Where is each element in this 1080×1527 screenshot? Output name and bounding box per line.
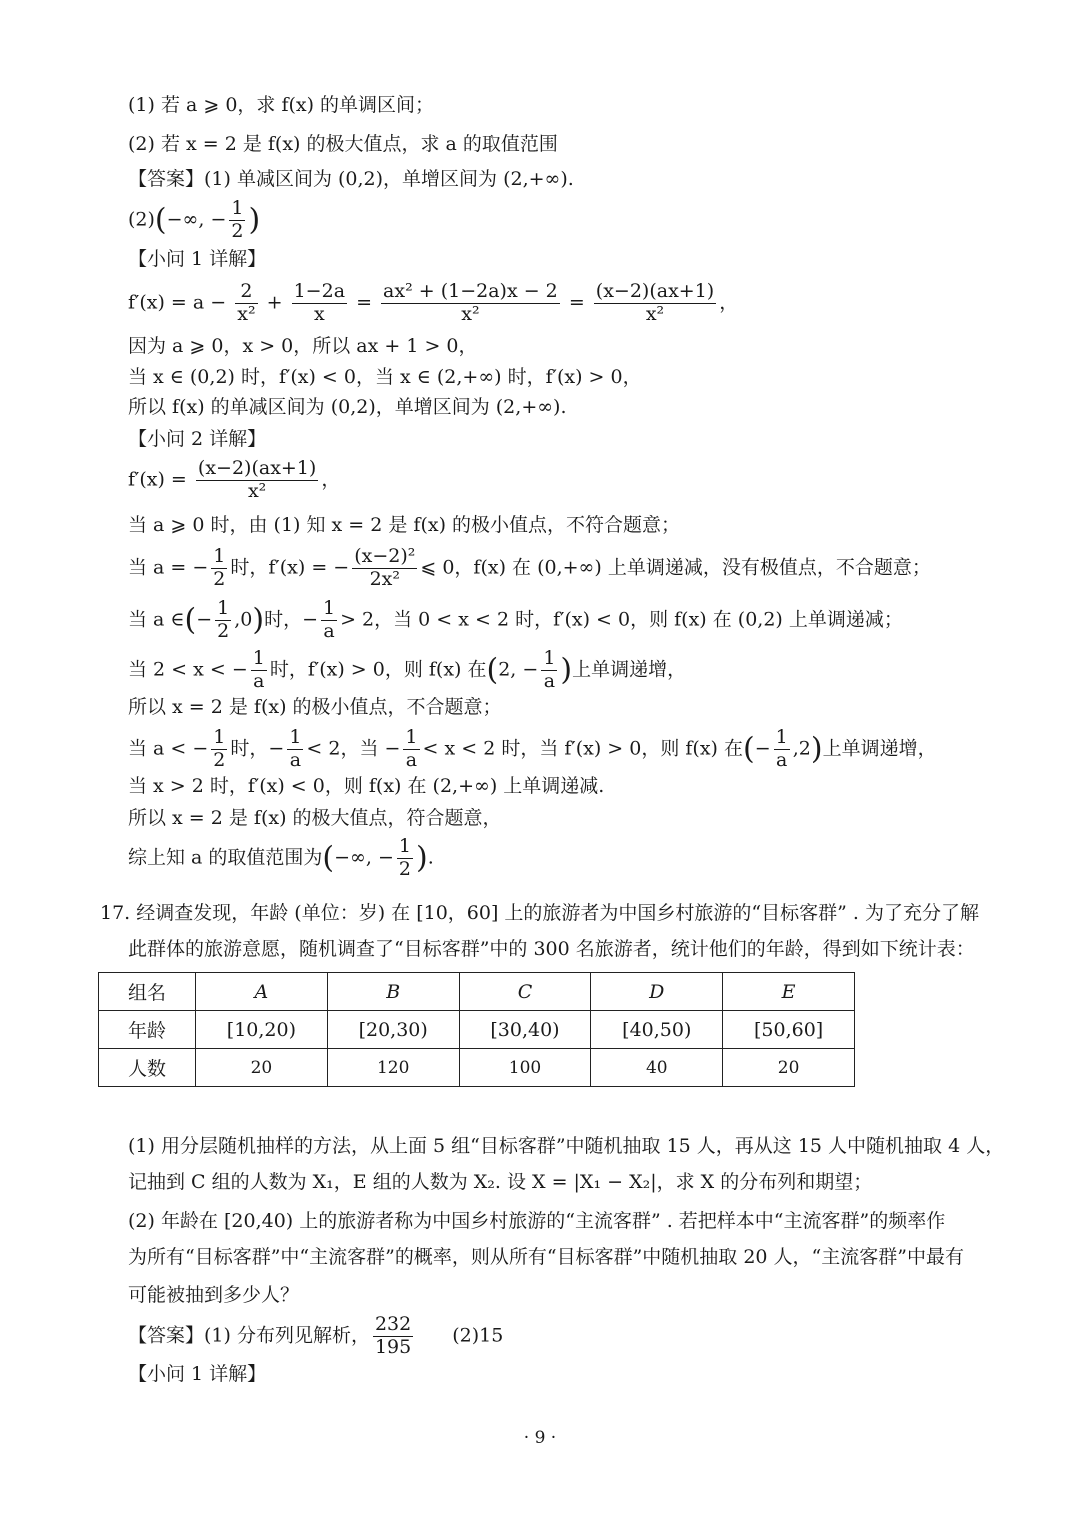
answer-line-1: 【答案】(1) 单减区间为 (0,2)，单增区间为 (2,+∞). <box>128 168 574 190</box>
solution-line: 当 a ∈(− $\frac{1}{2}$ ,0)时，− $\frac{1}{a}$ > 2，当 0 < x < 2 时，f′(x) < 0，则 f(x) 在 (0,2) 上单调递减； <box>128 597 903 642</box>
conclusion-line: 综上知 a 的取值范围为(−∞, − $\frac{1}{2}$ ). <box>128 835 434 880</box>
table-cell: 人数 <box>99 1049 196 1087</box>
solution-line: 当 a = − $\frac{1}{2}$ 时，f′(x) = − $\frac{\text{(x−2)²}}{\text{2x²}}$ ⩽ 0，f(x) 在 (0,+∞) 上单调递减，没有极值点，不合题意； <box>128 545 931 590</box>
table-cell: [30,40) <box>459 1011 591 1049</box>
fraction: $\frac{1}{2}$ <box>213 726 226 771</box>
fraction: $\frac{2}{\text{x²}}$ <box>237 280 256 325</box>
question-17-part-1-line-1: (1) 用分层随机抽样的方法，从上面 5 组“目标客群”中随机抽取 15 人，再从这 15 人中随机抽取 4 人， <box>128 1135 1005 1157</box>
question-17-part-2-line-2: 为所有“目标客群”中“主流客群”的概率，则从所有“目标客群”中随机抽取 20 人，“主流客群”中最有 <box>128 1246 964 1268</box>
derivative-formula-2: f′(x) = $\frac{(x-2)(ax+1)}{\text{x²}}$ ， <box>128 457 341 502</box>
subquestion-heading: 【小问 1 详解】 <box>128 1363 267 1385</box>
statistics-table <box>98 972 855 1087</box>
question-17-line-2: 此群体的旅游意愿，随机调查了“目标客群”中的 300 名旅游者，统计他们的年龄，得到如下统计表： <box>128 938 975 960</box>
solution-line: 当 a ⩾ 0 时，由 (1) 知 x = 2 是 f(x) 的极小值点，不符合题意； <box>128 514 681 536</box>
fraction: $\frac{(x-2)(ax+1)}{\text{x²}}$ <box>595 280 715 325</box>
solution-line: 当 a < − $\frac{1}{2}$ 时，− $\frac{1}{a}$ < 2，当 − $\frac{1}{a}$ < x < 2 时，当 f′(x) > 0，则 f(x) 在(− $\frac{1}{a}$ ,2)上单调递增， <box>128 726 937 771</box>
fraction: $\frac{\text{(x−2)²}}{\text{2x²}}$ <box>354 545 416 590</box>
table-cell: 20 <box>723 1049 855 1087</box>
table-cell: 年龄 <box>99 1011 196 1049</box>
solution-line: 所以 x = 2 是 f(x) 的极小值点，不合题意； <box>128 696 502 718</box>
solution-line: 因为 a ⩾ 0，x > 0，所以 ax + 1 > 0， <box>128 335 478 357</box>
fraction: $\frac{1}{2}$ <box>217 597 230 642</box>
table-cell: 100 <box>459 1049 591 1087</box>
question-17-part-1-line-2: 记抽到 C 组的人数为 X₁，E 组的人数为 X₂. 设 X = |X₁ − X₂|，求 X 的分布列和期望； <box>128 1171 873 1193</box>
answer-17-line: 【答案】(1) 分布列见解析， $\frac{232}{195}$ (2)15 <box>128 1313 504 1358</box>
question-17-part-2-line-1: (2) 年龄在 [20,40) 上的旅游者称为中国乡村旅游的“主流客群” . 若把样本中“主流客群”的频率作 <box>128 1210 946 1232</box>
fraction: $\frac{1}{a}$ <box>405 726 418 771</box>
question-17-part-2-line-3: 可能被抽到多少人？ <box>128 1284 300 1306</box>
table-cell: B <box>327 973 459 1011</box>
table-row <box>99 1011 855 1049</box>
fraction: $\frac{1}{a}$ <box>323 597 336 642</box>
subquestion-2-heading: 【小问 2 详解】 <box>128 428 267 450</box>
solution-line: 所以 f(x) 的单减区间为 (0,2)，单增区间为 (2,+∞). <box>128 396 567 418</box>
table-cell: E <box>723 973 855 1011</box>
table-cell: [40,50) <box>591 1011 723 1049</box>
answer-line-2: (2)(−∞, − $\frac{1}{2}$ ) <box>128 197 261 242</box>
table-cell: 120 <box>327 1049 459 1087</box>
solution-line: 所以 x = 2 是 f(x) 的极大值点，符合题意， <box>128 807 502 829</box>
table-cell: 组名 <box>99 973 196 1011</box>
solution-line: 当 2 < x < − $\frac{1}{a}$ 时，f′(x) > 0，则 f(x) 在(2, − $\frac{1}{a}$ )上单调递增， <box>128 647 687 692</box>
fraction: $\frac{1}{a}$ <box>775 726 788 771</box>
table-header-row <box>99 973 855 1011</box>
fraction: $\frac{1}{a}$ <box>543 647 556 692</box>
table-cell: 40 <box>591 1049 723 1087</box>
table-cell: A <box>196 973 328 1011</box>
subquestion-1-heading: 【小问 1 详解】 <box>128 248 267 270</box>
table-cell: C <box>459 973 591 1011</box>
table-row <box>99 1049 855 1087</box>
table-cell: [20,30) <box>327 1011 459 1049</box>
question-part-2: (2) 若 x = 2 是 f(x) 的极大值点，求 a 的取值范围 <box>128 133 558 155</box>
fraction: $\frac{1}{a}$ <box>252 647 265 692</box>
table-cell: [50,60] <box>723 1011 855 1049</box>
table-cell: [10,20) <box>196 1011 328 1049</box>
fraction: $\frac{1}{a}$ <box>289 726 302 771</box>
fraction: $\frac{1}{2}$ <box>398 835 411 880</box>
fraction: $\frac{1-2a}{x}$ <box>293 280 346 325</box>
fraction: $\frac{\text{ax² + (1−2a)x − 2}}{\text{x²}}$ <box>383 280 558 325</box>
table-cell: 20 <box>196 1049 328 1087</box>
derivative-formula: f′(x) = a − $\frac{2}{\text{x²}}$ + $\frac{1-2a}{x}$ = $\frac{\text{ax² + (1−2a)x − 2}}{\text{x²}}$ = $\frac{(x-2)(ax+1)}{\text{x²}}$ ， <box>128 280 739 325</box>
fraction: $\frac{232}{195}$ <box>374 1313 412 1358</box>
table-cell: D <box>591 973 723 1011</box>
fraction: $\frac{(x-2)(ax+1)}{\text{x²}}$ <box>197 457 317 502</box>
question-part-1: (1) 若 a ⩾ 0，求 f(x) 的单调区间； <box>128 94 435 116</box>
solution-line: 当 x ∈ (0,2) 时，f′(x) < 0，当 x ∈ (2,+∞) 时，f′(x) > 0， <box>128 366 642 388</box>
solution-line: 当 x > 2 时，f′(x) < 0，则 f(x) 在 (2,+∞) 上单调递减. <box>128 775 605 797</box>
fraction: $\frac{1}{2}$ <box>213 545 226 590</box>
fraction: $\frac{1}{2}$ <box>231 197 244 242</box>
question-17-line-1: 17. 经调查发现，年龄 (单位：岁) 在 [10，60] 上的旅游者为中国乡村旅游的“目标客群” . 为了充分了解 <box>100 902 979 924</box>
page-number: · 9 · <box>523 1428 557 1448</box>
